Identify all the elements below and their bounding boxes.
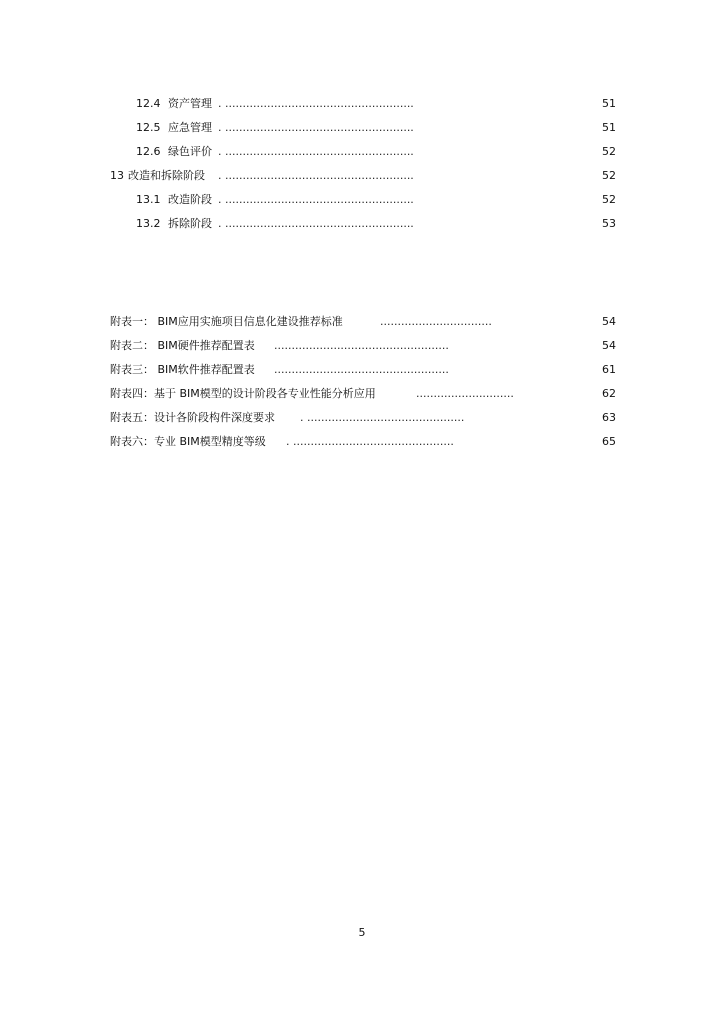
toc-appendix-3 — [110, 362, 616, 378]
toc-leader-dots: . ...................................................... — [218, 121, 414, 134]
toc-appendix-1 — [110, 314, 616, 330]
toc-appendix-page: 54 — [602, 315, 616, 328]
toc-entry-13-1 — [110, 192, 616, 208]
toc-appendix-title: 附表六：专业 BIM模型精度等级 — [110, 435, 266, 448]
toc-leader-dots: ............................ — [416, 387, 514, 400]
toc-appendix-page: 61 — [602, 363, 616, 376]
toc-appendix-4 — [110, 386, 616, 402]
toc-entry-number: 12.5 — [136, 121, 161, 134]
toc-entry-page: 51 — [602, 121, 616, 134]
toc-entry-number: 13 — [110, 169, 124, 182]
toc-entry-title: 应急管理 — [168, 121, 212, 134]
toc-entry-title: 拆除阶段 — [168, 217, 212, 230]
toc-entry-page: 52 — [602, 145, 616, 158]
toc-appendix-page: 65 — [602, 435, 616, 448]
toc-entry-13 — [110, 168, 616, 184]
toc-appendix-6 — [110, 434, 616, 450]
toc-leader-dots: . ...................................................... — [218, 97, 414, 110]
toc-entry-number: 12.6 — [136, 145, 161, 158]
toc-entry-title: 绿色评价 — [168, 145, 212, 158]
toc-entry-page: 51 — [602, 97, 616, 110]
toc-appendix-page: 63 — [602, 411, 616, 424]
toc-entry-title: 改造阶段 — [168, 193, 212, 206]
toc-appendix-title: 附表三： BIM软件推荐配置表 — [110, 363, 255, 376]
toc-leader-dots: . .............................................. — [286, 435, 454, 448]
toc-leader-dots: . ...................................................... — [218, 193, 414, 206]
toc-entry-13-2 — [110, 216, 616, 232]
toc-leader-dots: . ...................................................... — [218, 217, 414, 230]
toc-entry-12-6 — [110, 144, 616, 160]
toc-entry-12-4 — [110, 96, 616, 112]
toc-appendix-2 — [110, 338, 616, 354]
toc-entry-number: 12.4 — [136, 97, 161, 110]
toc-leader-dots: ................................ — [380, 315, 492, 328]
toc-entry-page: 52 — [602, 169, 616, 182]
toc-leader-dots: . ...................................................... — [218, 169, 414, 182]
toc-appendix-page: 62 — [602, 387, 616, 400]
page-number: 5 — [358, 926, 366, 939]
toc-entry-number: 13.1 — [136, 193, 161, 206]
toc-entry-page: 53 — [602, 217, 616, 230]
toc-appendix-5 — [110, 410, 616, 426]
toc-entry-12-5 — [110, 120, 616, 136]
toc-entry-page: 52 — [602, 193, 616, 206]
toc-leader-dots: .................................................. — [274, 363, 449, 376]
toc-appendix-title: 附表一： BIM应用实施项目信息化建设推荐标准 — [110, 315, 343, 328]
toc-entry-title: 资产管理 — [168, 97, 212, 110]
toc-leader-dots: . ............................................. — [300, 411, 465, 424]
toc-entry-number: 13.2 — [136, 217, 161, 230]
toc-entry-title: 改造和拆除阶段 — [128, 169, 205, 182]
toc-appendix-title: 附表四：基于 BIM模型的设计阶段各专业性能分析应用 — [110, 387, 376, 400]
toc-appendix-title: 附表二： BIM硬件推荐配置表 — [110, 339, 255, 352]
toc-appendix-title: 附表五：设计各阶段构件深度要求 — [110, 411, 275, 424]
toc-appendix-page: 54 — [602, 339, 616, 352]
toc-leader-dots: .................................................. — [274, 339, 449, 352]
toc-leader-dots: . ...................................................... — [218, 145, 414, 158]
